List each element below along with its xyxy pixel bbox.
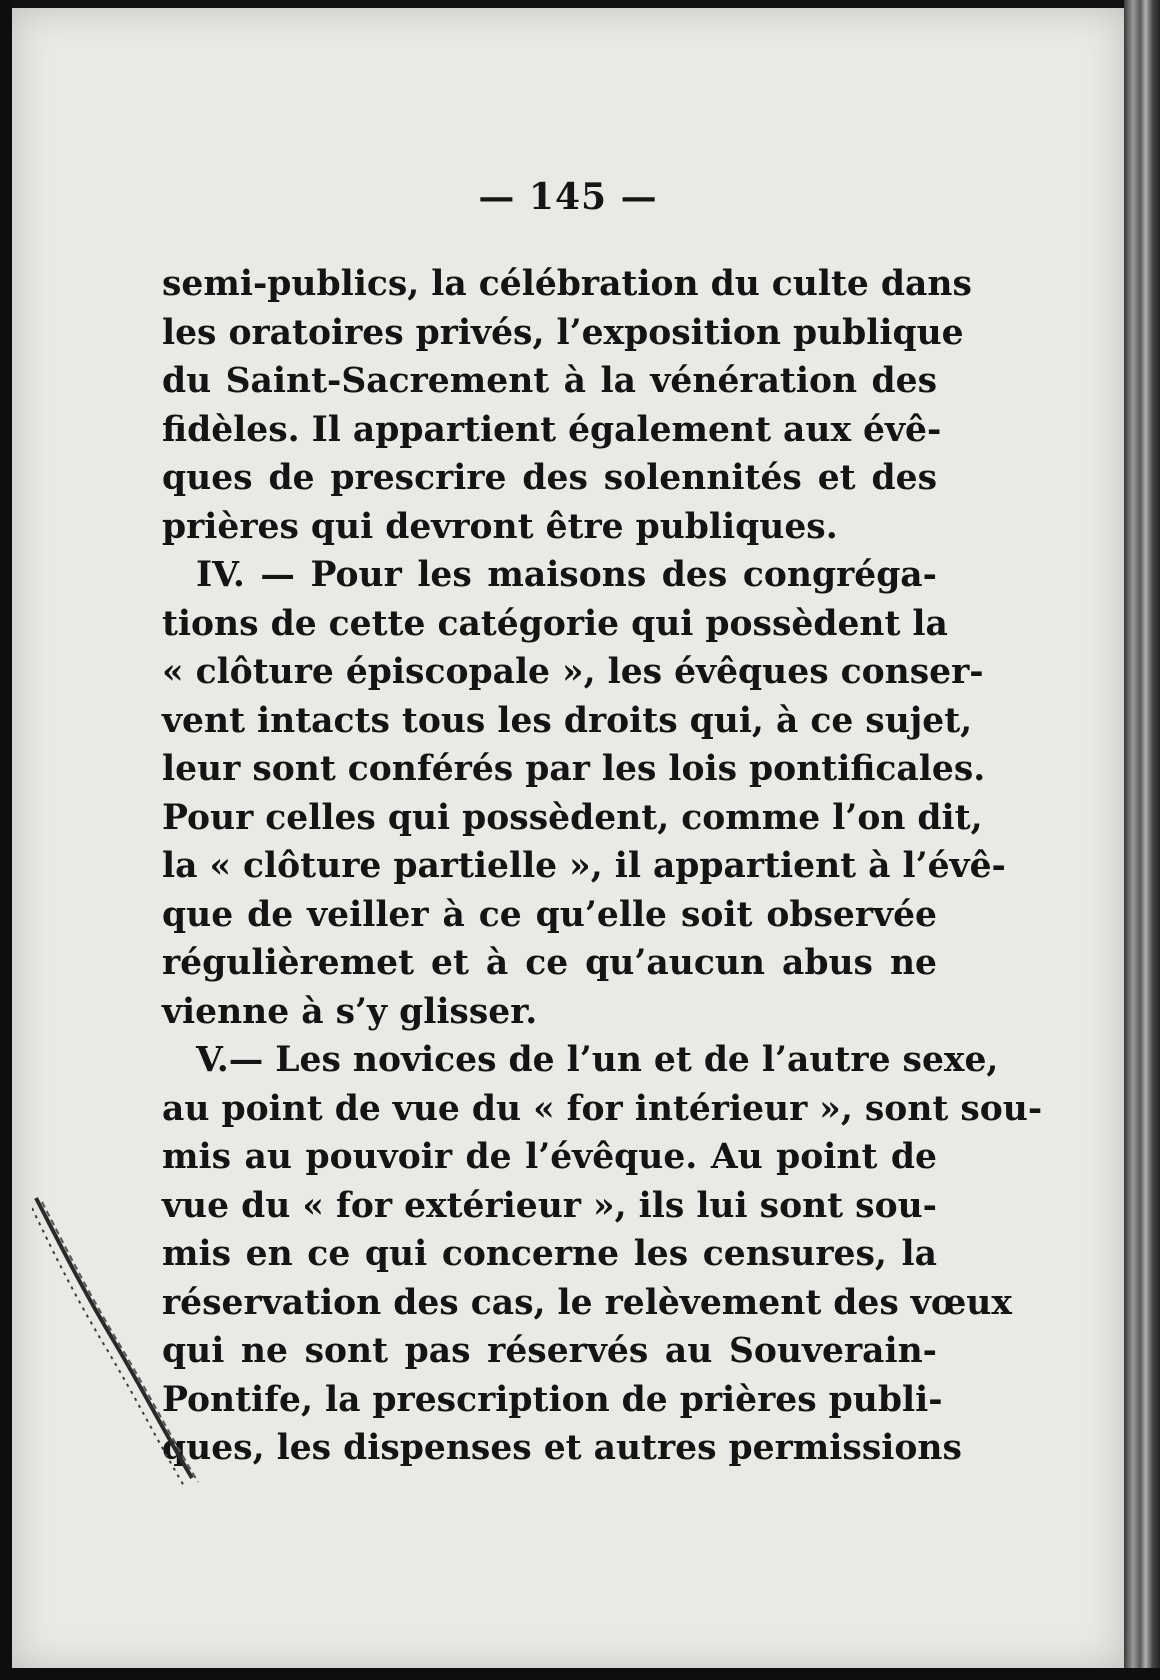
text-line: tions de cette catégorie qui possèdent la xyxy=(162,603,948,644)
text-line: IV. — Pour les maisons des congréga- xyxy=(196,555,937,595)
text-line: ques, les dispenses et autres permissions xyxy=(162,1428,962,1468)
right-page-edge xyxy=(1124,0,1160,1680)
text-line: qui ne sont pas réservés au Souverain- xyxy=(162,1331,937,1371)
text-line: la « clôture partielle », il appartient à l’évê- xyxy=(162,846,1006,886)
text-line: vienne à s’y glisser. xyxy=(162,991,538,1032)
bottom-page-edge xyxy=(0,1668,1160,1680)
text-line: prières qui devront être publiques. xyxy=(162,506,838,547)
text-line: du Saint-Sacrement à la vénération des xyxy=(162,361,937,401)
text-line: fidèles. Il appartient également aux évê- xyxy=(162,409,942,450)
text-line: vue du « for extérieur », ils lui sont sou- xyxy=(162,1185,937,1226)
text-line: semi-publics, la célébration du culte dans xyxy=(162,264,972,304)
text-line: Pontife, la prescription de prières publi- xyxy=(162,1379,943,1420)
text-line: « clôture épiscopale », les évêques conser- xyxy=(162,652,984,692)
book-page xyxy=(12,8,1124,1670)
page-number: — 145 — xyxy=(478,176,658,218)
body-text xyxy=(162,260,1043,1473)
text-line: régulièremet et à ce qu’aucun abus ne xyxy=(162,943,937,983)
text-line: ques de prescrire des solennités et des xyxy=(162,458,937,498)
text-line: les oratoires privés, l’exposition publique xyxy=(162,312,964,353)
text-line: mis au pouvoir de l’évêque. Au point de xyxy=(162,1137,937,1177)
text-line: V.— Les novices de l’un et de l’autre sexe, xyxy=(196,1040,999,1080)
text-line: réservation des cas, le relèvement des vœux xyxy=(162,1282,1012,1323)
text-line: que de veiller à ce qu’elle soit observée xyxy=(162,894,937,935)
binding-thread-icon xyxy=(32,1188,222,1488)
text-line: leur sont conférés par les lois pontificales. xyxy=(162,749,986,789)
text-line: vent intacts tous les droits qui, à ce sujet, xyxy=(162,700,973,741)
text-line: mis en ce qui concerne les censures, la xyxy=(162,1234,937,1274)
text-line: Pour celles qui possèdent, comme l’on dit, xyxy=(162,797,983,838)
text-line: au point de vue du « for intérieur », sont sou- xyxy=(162,1088,1043,1129)
left-binding-shadow xyxy=(0,0,12,1680)
